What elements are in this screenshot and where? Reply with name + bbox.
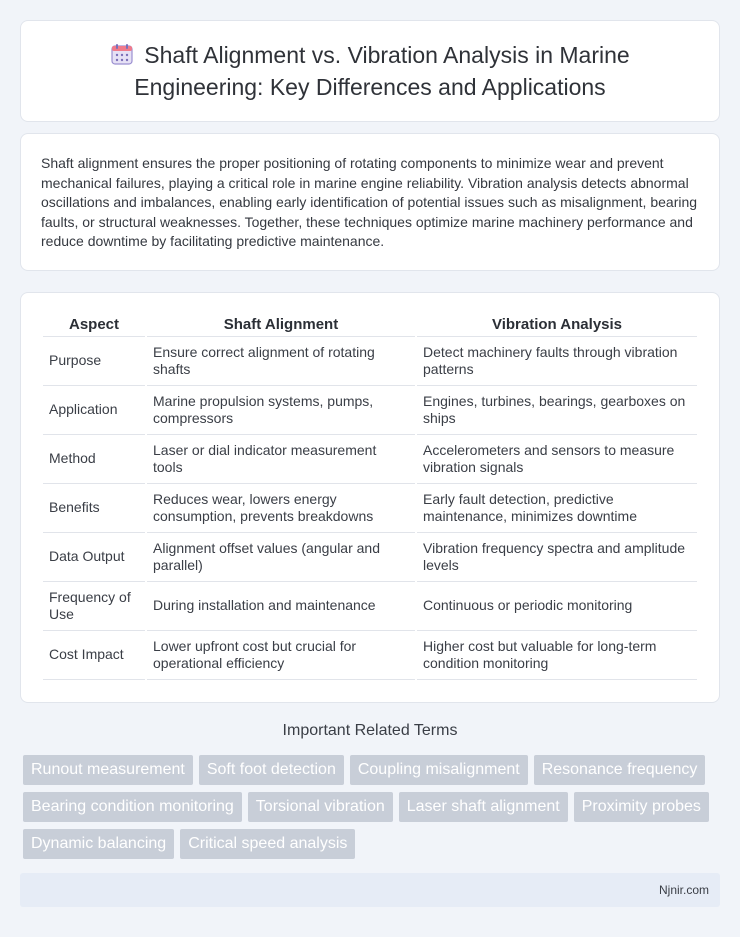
related-term-tag[interactable]: Torsional vibration — [248, 792, 393, 822]
related-term-tag[interactable]: Dynamic balancing — [23, 829, 174, 859]
table-row — [43, 533, 697, 582]
related-term-tag[interactable]: Resonance frequency — [534, 755, 706, 785]
row-aspect: Method — [43, 435, 145, 484]
comparison-table — [41, 315, 699, 680]
table-row — [43, 582, 697, 631]
row-aspect: Application — [43, 386, 145, 435]
footer-bar — [20, 873, 720, 907]
table-row — [43, 484, 697, 533]
header-shaft-alignment: Shaft Alignment — [147, 315, 415, 337]
row-shaft-alignment: During installation and maintenance — [147, 582, 415, 631]
row-aspect: Cost Impact — [43, 631, 145, 680]
intro-card — [20, 133, 720, 271]
title-card — [20, 20, 720, 122]
intro-paragraph: Shaft alignment ensures the proper positioning of rotating components to minimize wear and prevent mechanical failures, playing a critical role in marine engine reliability. Vibration analysis detects abnormal oscillations and imbalances, enabling early identification of potential issues such as misalignment, bearing faults, or structural weaknesses. Together, these techniques optimize marine machinery performance and reduce downtime by facilitating predictive maintenance. — [41, 155, 698, 249]
related-term-tag[interactable]: Coupling misalignment — [350, 755, 528, 785]
table-row — [43, 386, 697, 435]
row-aspect: Data Output — [43, 533, 145, 582]
row-vibration-analysis: Accelerometers and sensors to measure vibration signals — [417, 435, 697, 484]
row-shaft-alignment: Alignment offset values (angular and parallel) — [147, 533, 415, 582]
related-term-tag[interactable]: Laser shaft alignment — [399, 792, 568, 822]
header-vibration-analysis: Vibration Analysis — [417, 315, 697, 337]
row-vibration-analysis: Continuous or periodic monitoring — [417, 582, 697, 631]
related-terms-list — [23, 755, 723, 859]
row-shaft-alignment: Laser or dial indicator measurement tools — [147, 435, 415, 484]
row-shaft-alignment: Marine propulsion systems, pumps, compressors — [147, 386, 415, 435]
related-term-tag[interactable]: Soft foot detection — [199, 755, 344, 785]
related-term-tag[interactable]: Proximity probes — [574, 792, 709, 822]
page-title-text: Shaft Alignment vs. Vibration Analysis in Marine Engineering: Key Differences and Applications — [134, 41, 630, 100]
table-header-row — [43, 315, 697, 337]
row-aspect: Frequency of Use — [43, 582, 145, 631]
related-term-tag[interactable]: Critical speed analysis — [180, 829, 355, 859]
related-term-tag[interactable]: Bearing condition monitoring — [23, 792, 242, 822]
page-title — [51, 41, 689, 102]
row-vibration-analysis: Engines, turbines, bearings, gearboxes on ships — [417, 386, 697, 435]
comparison-card — [20, 292, 720, 703]
related-terms-heading: Important Related Terms — [282, 722, 458, 739]
table-row — [43, 337, 697, 386]
table-row — [43, 631, 697, 680]
row-shaft-alignment: Lower upfront cost but crucial for operational efficiency — [147, 631, 415, 680]
row-vibration-analysis: Detect machinery faults through vibration patterns — [417, 337, 697, 386]
row-vibration-analysis: Early fault detection, predictive maintenance, minimizes downtime — [417, 484, 697, 533]
row-aspect: Benefits — [43, 484, 145, 533]
header-aspect: Aspect — [43, 315, 145, 337]
calendar-icon — [110, 42, 134, 73]
related-term-tag[interactable]: Runout measurement — [23, 755, 193, 785]
table-row — [43, 435, 697, 484]
row-shaft-alignment: Ensure correct alignment of rotating shafts — [147, 337, 415, 386]
footer-site-link[interactable]: Njnir.com — [658, 883, 709, 897]
row-vibration-analysis: Vibration frequency spectra and amplitude levels — [417, 533, 697, 582]
row-vibration-analysis: Higher cost but valuable for long-term condition monitoring — [417, 631, 697, 680]
row-shaft-alignment: Reduces wear, lowers energy consumption, prevents breakdowns — [147, 484, 415, 533]
row-aspect: Purpose — [43, 337, 145, 386]
